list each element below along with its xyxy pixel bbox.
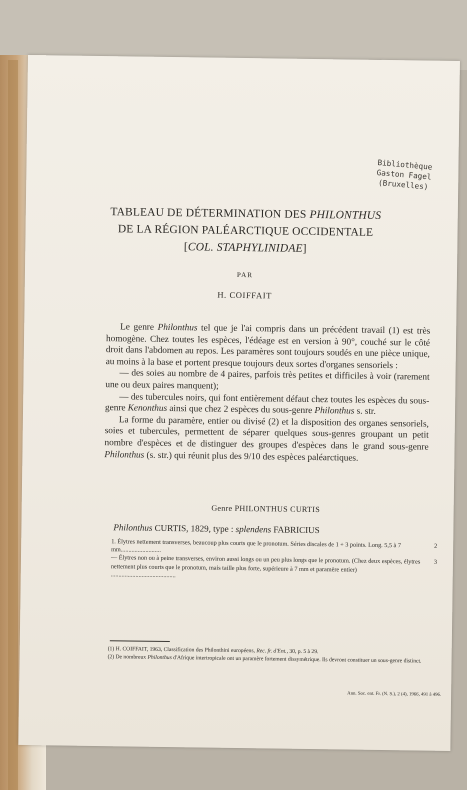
journal-reference: Ann. Soc. ent. Fr. (N. S.), 2 (4), 1966, 491 à 496. bbox=[347, 691, 442, 698]
key-row: 1. Élytres nettement transverses, beaucoup plus courts que le pronotum. Séries discales de 1 + 3 points. Long. 5,5 à 7 mm.......................... 2 bbox=[111, 538, 438, 555]
title-line-2: DE LA RÉGION PALÉARCTIQUE OCCIDENTALE bbox=[117, 223, 374, 239]
footnotes bbox=[108, 646, 432, 666]
paragraph: — des soies au nombre de 4 paires, parfois très petites et difficiles à voir (rarement une ou deux paires manquent); bbox=[105, 367, 430, 391]
stamp-line: Gaston Fagel bbox=[376, 168, 432, 182]
genus-name: PHILONTHUS bbox=[309, 208, 382, 222]
stamp-line: Bibliothèque bbox=[377, 158, 433, 172]
document-page bbox=[18, 55, 460, 751]
determination-key bbox=[111, 538, 438, 584]
genre-heading: Genre PHILONTHUS CURTIS bbox=[211, 503, 321, 515]
footnote: (2) De nombreux Philonthus d'Afrique intertropicale ont un paramère fortement dissymétrique. Ils devront constituer un sous-genre distinct. bbox=[107, 653, 422, 665]
paper-stack-shadow bbox=[8, 60, 18, 790]
body-text bbox=[104, 321, 430, 465]
library-stamp bbox=[362, 157, 444, 213]
stamp-line: (Bruxelles) bbox=[377, 178, 429, 192]
paragraph: Le genre Philonthus tel que je l'ai compris dans un précédent travail (1) est très homogène. Chez toutes les espèces, l'édéage est en version à 90°, couché sur le côté droit dans l'abdomen au repos. Les paramères sont toujours soudés en une pièce unique, au moins à la base et portent presque toujours deux sortes d'organes sensoriels : bbox=[105, 321, 431, 370]
paragraph: — des tubercules noirs, qui font entièrement défaut chez toutes les espèces du sous-genre Kenonthus ainsi que chez 2 espèces du sous-genre Philonthus s. str. bbox=[105, 390, 430, 417]
title-line-1: TABLEAU DE DÉTERMINATION DES PHILONTHUS bbox=[110, 206, 382, 222]
by-label: PAR bbox=[236, 270, 253, 280]
footnote-divider bbox=[110, 640, 170, 642]
title-line-3: [COL. STAPHYLINIDAE] bbox=[183, 241, 307, 255]
key-row: — Élytres non ou à peine transverses, environ aussi longs ou un peu plus longs que le pronotum. (Chez deux espèces, élytres nettement plus courts que le pronotum, mais taille plus forte, supérieure à 7 mm et paramère entier) .......................................... 3 bbox=[110, 554, 438, 579]
author-name: H. COIFFAIT bbox=[217, 289, 273, 301]
paragraph: La forme du paramère, entier ou divisé (2) et la disposition des organes sensoriels, soies et tubercules, permettent de séparer quelques sous-genres groupant un petit nombre d'espèces et de distinguer des groupes d'espèces dans le grand sous-genre Philonthus (s. str.) qui réunit plus des 9/10 des espèces paléarctiques. bbox=[104, 414, 429, 463]
genus-line: Philonthus CURTIS, 1829, type : splendens FABRICIUS bbox=[113, 522, 320, 536]
footnote: (1) H. COIFFAIT, 1963, Classification des Philonthini européens, Rec. fr. d'Ent., 30, p. 5 à 29. bbox=[107, 646, 319, 656]
